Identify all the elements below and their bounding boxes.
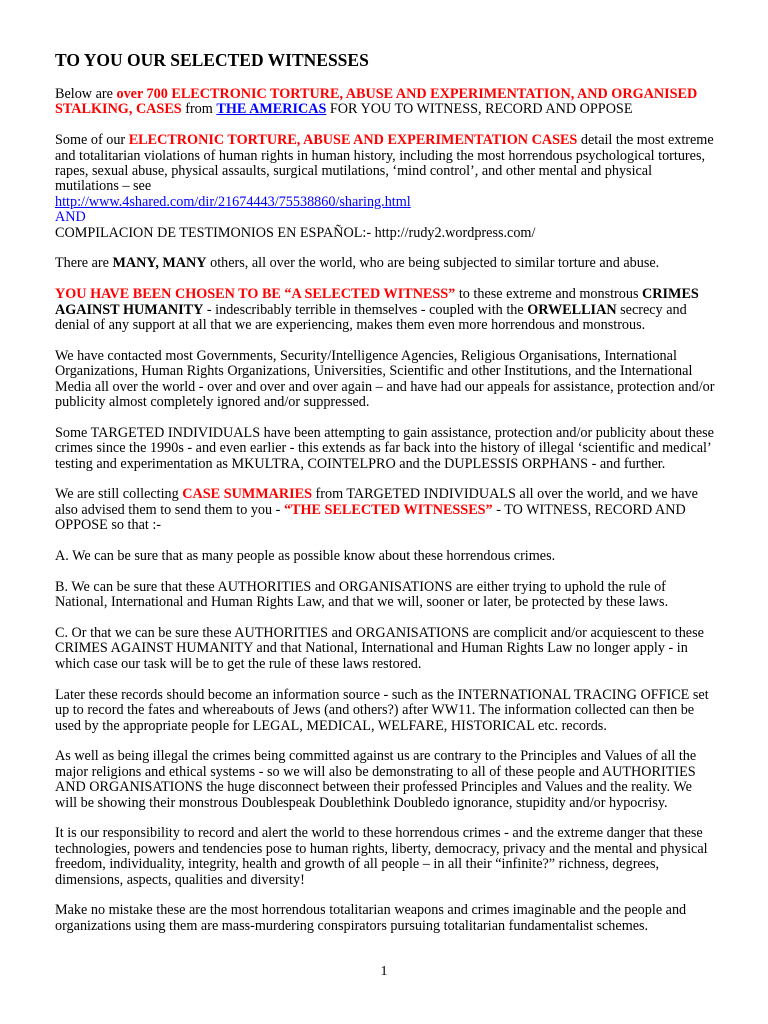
document-page	[55, 50, 715, 950]
text: secrecy and denial of any support at all that we are experiencing, makes them even more horrendous and monstrous.	[55, 301, 687, 334]
paragraph-cases	[55, 133, 715, 241]
link-the-americas[interactable]: THE AMERICAS	[216, 101, 327, 118]
compilacion-text: COMPILACION DE TESTIMONIOS EN ESPAÑOL:- http://rudy2.wordpress.com/	[55, 224, 536, 241]
paragraph-intro	[55, 87, 715, 118]
document-title: TO YOU OUR SELECTED WITNESSES	[55, 50, 369, 70]
text: from TARGETED INDIVIDUALS all over the world, and we have also advised them to send them to you -	[55, 486, 698, 518]
text: - TO WITNESS, RECORD AND OPPOSE so that :-	[55, 501, 686, 534]
bold-text: MANY, MANY	[112, 255, 207, 272]
and-text: AND	[55, 209, 86, 226]
bold-text: CRIMES AGAINST HUMANITY	[55, 286, 699, 318]
text: There are	[55, 255, 113, 272]
paragraph-a: A. We can be sure that as many people as possible know about these horrendous crimes.	[55, 548, 556, 565]
paragraph-illegal: As well as being illegal the crimes being committed against us are contrary to the Principles and Values of all the major religions and ethical systems - so we will also be demonstrating to all of these people and AUTHORITIES AND ORGANISATIONS the huge disconnect between their professed Principles and Values and the reality. We will be showing their monstrous Doublespeak Doublethink Doubledo ignorance, stupidity and/or hypocrisy.	[55, 748, 697, 811]
page-number: 1	[380, 964, 388, 979]
text: from	[181, 101, 217, 118]
text: FOR YOU TO WITNESS, RECORD AND OPPOSE	[326, 101, 633, 118]
bold-text: ORWELLIAN	[527, 301, 617, 318]
highlight-cases: over 700 ELECTRONIC TORTURE, ABUSE AND EXPERIMENTATION, AND ORGANISED STALKING, CASES	[55, 86, 698, 118]
text: to these extreme and monstrous	[455, 286, 643, 303]
paragraph-chosen	[55, 287, 715, 333]
paragraph-collecting	[55, 487, 715, 533]
paragraph-contacted: We have contacted most Governments, Security/Intelligence Agencies, Religious Organisations, International Organizations, Human Rights Organizations, Universities, Scientific and other Institutions, and the International Media all over the world - over and over and over again – and have had our appeals for assistance, protection and/or publicity almost completely ignored and/or suppressed.	[55, 347, 715, 411]
paragraph-b: B. We can be sure that these AUTHORITIES and ORGANISATIONS are either trying to uphold the rule of National, International and Human Rights Law, and that we will, sooner or later, be protected by these laws.	[55, 578, 669, 611]
paragraph-responsibility: It is our responsibility to record and alert the world to these horrendous crimes - and the extreme danger that these technologies, powers and tendencies pose to human rights, liberty, democracy, privacy and the mental and physical freedom, individuality, integrity, health and growth of all people – in all their “infinite?” richness, degrees, dimensions, aspects, qualities and diversity!	[55, 825, 708, 888]
text: We are still collecting	[55, 486, 183, 503]
link-4shared[interactable]: http://www.4shared.com/dir/21674443/75538860/sharing.html	[55, 193, 411, 210]
text: Some of our	[55, 132, 129, 149]
paragraph-c: C. Or that we can be sure these AUTHORITIES and ORGANISATIONS are complicit and/or acquiescent to these CRIMES AGAINST HUMANITY and that National, International and Human Rights Law no longer apply - in which case our task will be to get the rule of these laws restored.	[55, 625, 704, 672]
text: - indescribably terrible in themselves - coupled with the	[203, 301, 528, 318]
paragraph-targeted: Some TARGETED INDIVIDUALS have been attempting to gain assistance, protection and/or publicity about these crimes since the 1990s - and even earlier - this extends as far back into the history of illegal ‘scientific and medical’ testing and experimentation as MKULTRA, COINTELPRO and the DUPLESSIS ORPHANS - and further.	[55, 424, 714, 472]
highlight-case-summaries: CASE SUMMARIES	[182, 486, 312, 503]
paragraph-no-mistake: Make no mistake these are the most horrendous totalitarian weapons and crimes imaginable and the people and organizations using them are mass-murdering conspirators pursuing totalitarian fundamentalist schemes.	[55, 902, 687, 934]
highlight-torture-cases: ELECTRONIC TORTURE, ABUSE AND EXPERIMENTATION CASES	[128, 132, 578, 149]
text: Below are	[55, 86, 117, 102]
paragraph-many	[55, 256, 715, 271]
highlight-selected-witnesses: “THE SELECTED WITNESSES”	[283, 501, 493, 518]
highlight-selected-witness: YOU HAVE BEEN CHOSEN TO BE “A SELECTED WITNESS”	[55, 286, 456, 303]
text: others, all over the world, who are being subjected to similar torture and abuse.	[206, 255, 660, 272]
paragraph-records: Later these records should become an information source - such as the INTERNATIONAL TRACING OFFICE set up to record the fates and whereabouts of Jews (and others?) after WW11. The information collected can then be used by the appropriate people for LEGAL, MEDICAL, WELFARE, HISTORICAL etc. records.	[55, 686, 709, 734]
text: detail the most extreme and totalitarian violations of human rights in human history, including the most horrendous psychological tortures, rapes, sexual abuse, physical assaults, surgical mutilations, ‘mind control’, and other mental and physical mutilations – see	[55, 132, 714, 195]
